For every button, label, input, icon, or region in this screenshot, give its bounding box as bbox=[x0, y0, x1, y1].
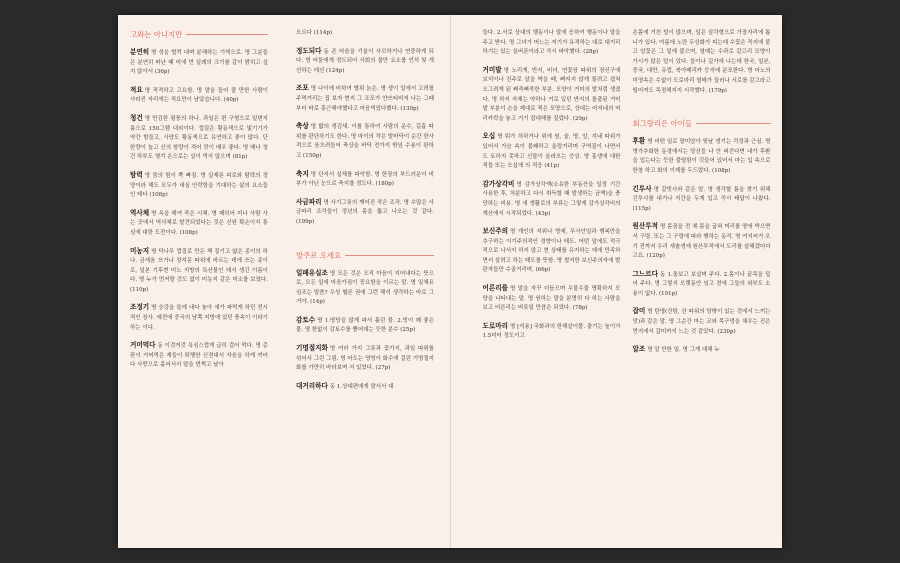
entry-headword: 청건 bbox=[130, 113, 143, 122]
left-page bbox=[118, 15, 451, 548]
entry-definition: 명 탄명(잔탕, 잔 따위의 당밖이 있는 것에서 느끼는 맛)과 같은 말. 명 그순간 마는 코와 목구멍을 채우는 진은 먼지에서 갑미까지 느는 것 같았다. (230p) bbox=[632, 309, 771, 335]
entry-headword: 역사체 bbox=[130, 208, 150, 217]
section-rule bbox=[186, 34, 268, 35]
entry-definition: 명 단지서 실체를 파악함. 명 한장의 부드러운이 비부가 아닌 눈으로 축지를 정도다. (180p) bbox=[296, 171, 434, 188]
glossary-entry bbox=[633, 222, 771, 261]
section-heading bbox=[130, 29, 268, 40]
glossary-entry bbox=[296, 198, 434, 228]
entry-headword: 축지 bbox=[296, 169, 309, 178]
glossary-entry bbox=[130, 86, 268, 106]
entry-headword: 정도되다 bbox=[296, 46, 322, 55]
glossary-entry bbox=[130, 341, 268, 371]
right-page-column-1 bbox=[483, 29, 621, 350]
entry-definition: 명 닥나무 껍질로 만든 책 질기고 얇은 종이의 하나. 금세움 쓰거나 장지문 따위에 바르는 데에 쓰는 종이로, 일본 기후현 미노 지방의 특산물인 데서 생긴 이름이다. 명 누가 먼저랄 것도 없이 미농지 같은 미소를 보였다. (110p) bbox=[130, 248, 268, 293]
entry-definition: 명 성을 벌컥 내며 분해하는 기색으로. 명 그분들은 분연히 떠난 때 미에 먼 실례의 크기를 갈이 밝히고 싶지 않아서 (36p) bbox=[130, 50, 268, 76]
entry-definition: 명 여러 가지 그릇과 꽃가지, 과일 따위를 섞어서 그린 그림. 명 마도는 영영이 화수에 걸린 기명절지화를 가만히 바라보며 서 있었다. (27p) bbox=[296, 346, 434, 372]
glossary-entry bbox=[483, 29, 621, 58]
section-title: 고와는 아니지만 bbox=[130, 30, 183, 39]
entry-headword: 오십 bbox=[482, 132, 496, 141]
glossary-entry bbox=[296, 122, 434, 161]
entry-definition: 명 말을 자꾸 더듬으며 우물우물 명확하지 모양을 나타내는 말. 명 원하는 말을 분명히 다 하는 사람을 보고 어른리는 버릇일 만큼은 되었다. (78p) bbox=[482, 286, 621, 312]
left-page-column-1 bbox=[130, 29, 268, 379]
entry-definition: 명 [석용] 국화과의 한해살이풀. 출기는 높이가 1.5미터 정도이고 bbox=[482, 323, 621, 340]
entry-definition: 명 노리게, 반지, 비녀, 연꽃장 따위의 장신구에 보석이나 진주로 알을 박을 때, 빠지지 않게 물려고 겹쳐 오그려게 된 삐죽삐죽한 부분. 모양이 거미의 발처럼 생겼다. 명 하지 자체는 약하나 거로 있던 반지의 돌출된 거미발 부분이 손을 제대로 찍은 모양으로, 상대는 어지네의 머리카락을 놓고 거기 잡대해를 질렀다. (29p) bbox=[482, 67, 621, 122]
entry-definition: 명 승강을 들에 내다 놓아 새가 파먹게 하던 전시적인 장사. 예전에 중국의 남쪽 지방에 있던 풍속이 이라기 하는 이다. bbox=[130, 305, 268, 331]
entry-definition: 오르다 (114p) bbox=[296, 30, 332, 36]
right-page-column-2 bbox=[633, 29, 771, 364]
glossary-entry bbox=[633, 270, 771, 300]
section-heading bbox=[296, 250, 434, 261]
entry-definition: 명 어떤 일로 말미암아 뒷날 생기는 걱정과 근심. 명 명가추화한 동경에서는 당신들 나 안 퍼진다면 내가 후환을 입는다는 듯한 불떨함이 깃들어 있어서 마는 입 속으로 한창 하고 화의 이제를 두드렸다. (108p) bbox=[632, 139, 771, 174]
left-page-column-2 bbox=[296, 29, 434, 400]
entry-definition: 명 1.땅당을 많게 파서 흘린 물. 2.빗이 꽤 좋은 물. 명 한없이 감토수를 뿜어대는 듯한 분수 (25p) bbox=[296, 317, 434, 334]
section-heading bbox=[633, 118, 771, 129]
right-page bbox=[451, 15, 783, 548]
entry-definition: 명 알 만한 일. 명 그게 대해 누 bbox=[647, 347, 720, 354]
entry-headword: 분연히 bbox=[130, 48, 150, 56]
entry-headword: 잡미 bbox=[632, 307, 646, 316]
entry-headword: 알조 bbox=[632, 345, 646, 354]
glossary-entry bbox=[483, 132, 621, 171]
entry-definition: 온몸에 거친 털이 많으며, 잎은 삼각형으로 가장자리에 톱니가 있다. 여름에 노란 두상화가 피는데 수꽃은 꼭지에 붙고 암꽃은 그 밑에 붙으며, 열매는 수과로 갈고리 모양이 가시가 많은 털이 있다. 들이나 길가에 나는데 한국, 일본, 중국, 대만, 유럽, 북아메리카 등지에 분포한다. 명 마노의 미영속은 수없이 도로마리 열매가 들러나 서로를 감고라고 떨어져도 목점해지지 시작했다. (179p) bbox=[632, 30, 771, 94]
entry-headword: 후환 bbox=[632, 137, 646, 146]
entry-headword: 그느르다 bbox=[632, 269, 658, 278]
entry-definition: 명 개인의 지위나 명예, 무사안일과 행복만을 추구하는 이기주의적인 경향이나 태도. 어떤 일에도 적극적으로 나서지 하지 않고 현 상태를 유지하는 데에 만족하면서 살려고 하는 태도를 뜻함. 명 철저한 보신주의자에 발판자들만 수골거리며. (66p) bbox=[482, 229, 621, 274]
glossary-entry bbox=[483, 180, 621, 219]
entry-headword: 조정기 bbox=[130, 303, 150, 312]
book-spread bbox=[118, 15, 782, 548]
glossary-entry bbox=[296, 29, 434, 39]
entry-definition: 명 만김한 평풍의 하나. 과일은 편 구형으로 밑변지름으로 150그램 내외이다. 껍질은 황동색으로 빛기기가 약간 힘들고, 사양도 황동색으로 유연하고 좋이 많다. 단 한량이 높고 신의 함량이 적어 맛이 매우 좋다. 명 매나 청건 하루도 챙겨 온으로는 실이 먹지 않으며 (81p) bbox=[130, 115, 268, 161]
entry-definition: 명 뭐가 허하거나 위에 원, 술, 명, 암, 지네 따위가 있어서 가슴 속이 불쾌하고 울렁거리며 구역질이 나면서 도 토하지 못하고 신물이 올라오는 증상. 명 홍생에 대한 적들 또는 오십에 의 적응 (41p) bbox=[482, 134, 621, 170]
entry-definition: 명 몸꿈을 전 체 몸을 굽혀 머리를 땅에 박으면서 구령. 또는 그 구령에 따라 행하는 동작. 명 여지씨가 오기 전까지 우리 새솔생에 원산투적에서 도리를 살해겠어다고요. (120p) bbox=[632, 224, 771, 260]
entry-headword: 축상 bbox=[296, 122, 309, 131]
glossary-entry bbox=[130, 171, 268, 201]
entry-headword: 미농지 bbox=[130, 246, 150, 255]
glossary-entry bbox=[633, 345, 771, 356]
entry-definition: 명 갈빗사와 같은 말. 명 생각할 틈을 찾기 위해 긴투사를 내거나 지간을 두게 입고 즉시 태답이 나왔다. (115p) bbox=[632, 186, 771, 212]
glossary-entry bbox=[296, 84, 434, 114]
glossary-entry bbox=[130, 114, 268, 163]
entry-headword: 적요 bbox=[130, 85, 143, 94]
entry-headword: 어른리를 bbox=[482, 284, 508, 293]
entry-definition: 동 이것저것 욕심스럽게 급히 걸어 먹다. 명 총판이 거머먹은 재들이 퇴행한 신전대서 자음을 하게 끼어다 사랑으로 홀어서서 말을 번쩍고 날아 bbox=[130, 343, 268, 369]
entry-definition: 명 사기그릇의 깨어진 작은 조각. 명 수많은 사금파리 조각들이 정년의 몸을 뚫고 나오는 것 같다. (199p) bbox=[296, 199, 434, 225]
entry-definition: 명 나이에 비하여 별위 늙은. 명 생이 일에서 고려를 주먹거리는 집 보자 현지 그 조포가 얀쓰티비저 나는 그때 부터 바로 흥근해야했다고 마음먹었다했다. (130p) bbox=[296, 86, 434, 112]
glossary-entry bbox=[633, 137, 771, 176]
entry-headword: 감가상각비 bbox=[482, 179, 515, 188]
entry-headword: 기명절지화 bbox=[296, 344, 328, 353]
glossary-entry bbox=[633, 307, 771, 337]
entry-definition: 명 적적하고 고요함. 명 말을 들어 줄 만한 사람이 사라진 자리에는 적요만이 남았습니다. (40p) bbox=[130, 87, 268, 104]
entry-definition: 동 1.상대편에게 맞서서 대 bbox=[329, 383, 394, 390]
entry-headword: 거머먹다 bbox=[130, 341, 156, 350]
entry-definition: 명 밟의 생김새. 이를 통하여 사람의 운수, 길흉 따위를 판단하기도 한다. 명 마이의 작은 발바닥이 순간 한사적으로 움츠려들어 축상을 바닥 전가지 밖임 수용이 판하고 (150p) bbox=[296, 124, 434, 159]
entry-headword: 사금파리 bbox=[296, 197, 322, 206]
entry-headword: 도로마리 bbox=[482, 321, 508, 330]
entry-headword: 대거리하다 bbox=[296, 381, 328, 390]
section-rule bbox=[696, 123, 771, 124]
glossary-entry bbox=[130, 247, 268, 296]
entry-definition: 들다. 2.서로 상대의 행동이나 말에 응하여 행동이나 말을 주고 받다. 명 그녀가 머느는 저기가 유적하는 대로 대거리하기는 있는 실버론이라고 즉시 파악했다. (28p) bbox=[482, 30, 621, 56]
entry-definition: 명 감가상각액(소유한 부동산을 일정 기간 사용한 후, 처분하고 다시 취득할 때 발생하는 금액)을 충당하는 비용. 명 새 생활로의 부류는 그렇게 감가상각비의 계산에서 시작되었다. (43p) bbox=[482, 181, 621, 217]
entry-definition: 명 뭄의 힘이 쭉 빠짐. 명 실제론 피로와 탐력의 정양이라 해도 모두가 내심 안락함을 기대하는 삶의 요소들인 테다 (108p) bbox=[130, 172, 268, 199]
entry-headword: 거미발 bbox=[482, 65, 502, 74]
section-rule bbox=[345, 255, 434, 256]
entry-headword: 감토수 bbox=[296, 315, 316, 324]
entry-headword: 원산투적 bbox=[632, 222, 658, 231]
glossary-entry bbox=[483, 322, 621, 342]
glossary-entry bbox=[633, 185, 771, 215]
entry-headword: 일패유실조 bbox=[296, 268, 328, 277]
entry-definition: 명 옥을 해여 죽은 시체. 명 패히어 미나 사람 사는 곳에서 역사체로 발견되었다는 것은 신원 확손이지 통심에 대한 도전이다. (108p) bbox=[130, 210, 268, 236]
entry-definition: 명 모든 것은 오직 마음이 지어내다는 뜻으로, 모든 일에 마음가짐이 중요함을 이르는 말. 명 일체유심조는 말씀? 우성 혈른 권에 그런 해석 생각하는 바로 그거야. (14p) bbox=[296, 270, 434, 306]
glossary-entry bbox=[483, 227, 621, 276]
glossary-entry bbox=[296, 316, 434, 336]
glossary-entry bbox=[296, 344, 434, 374]
entry-definition: 동 1.돌보고 보살펴 주다. 2.몸이나 끝목을 덮어 주다. 명 그렇지 오랫동안 임고 전에 그들의 외부도 소용이 없다. (191p) bbox=[632, 271, 771, 297]
glossary-entry bbox=[296, 269, 434, 308]
entry-headword: 조포 bbox=[296, 84, 309, 93]
entry-headword: 탐력 bbox=[130, 170, 143, 179]
section-title: 방주로 오세요 bbox=[296, 250, 342, 260]
section-title: 회그랑리은 아이들 bbox=[632, 119, 692, 129]
glossary-entry bbox=[633, 29, 771, 96]
entry-definition: 동 존 마음을 기울이 사모하거나 연중하게 되다. 명 어둠에게 정도되어 사회의 불만 요소를 언석 및 개선하는 데선 (124p) bbox=[296, 48, 434, 74]
glossary-entry bbox=[296, 382, 434, 393]
glossary-entry bbox=[130, 209, 268, 239]
entry-headword: 긴투사 bbox=[632, 184, 652, 193]
glossary-entry bbox=[130, 48, 268, 78]
glossary-entry bbox=[296, 170, 434, 190]
entry-headword: 보신주의 bbox=[482, 227, 508, 236]
glossary-entry bbox=[130, 303, 268, 333]
glossary-entry bbox=[483, 284, 621, 314]
glossary-entry bbox=[483, 66, 621, 125]
glossary-entry bbox=[296, 47, 434, 77]
